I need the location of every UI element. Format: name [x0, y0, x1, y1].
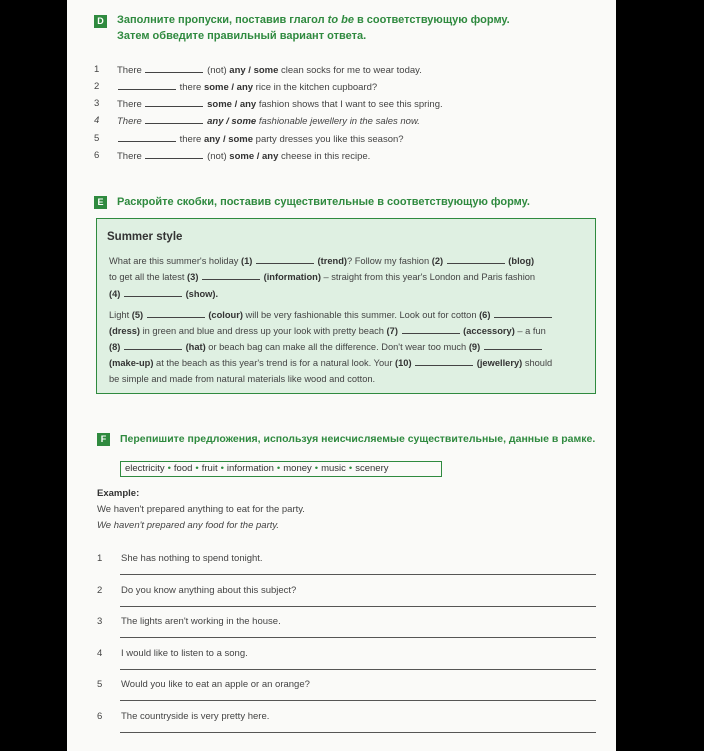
item-pre: There	[117, 151, 145, 162]
sentence-text: I would like to listen to a song.	[121, 647, 248, 659]
section-e-badge: E	[94, 196, 107, 209]
text-line: Light (5) (colour) will be very fashionable this summer. Look out for cotton (6)	[109, 309, 553, 320]
item-number: 5	[94, 133, 100, 144]
sentence-number: 3	[97, 616, 103, 627]
word-box	[120, 461, 442, 477]
blank-10[interactable]	[415, 357, 473, 366]
item-mid: (not)	[204, 151, 230, 162]
word-option: fruit	[201, 463, 218, 474]
word-option: scenery	[355, 463, 389, 474]
bullet-separator: •	[167, 463, 171, 474]
blank-2[interactable]	[447, 255, 505, 264]
text-line: (make-up) at the beach as this year's trend is for a natural look. Your (10) (jewellery) should	[109, 358, 553, 368]
text-line: What are this summer's holiday (1) (trend)? Follow my fashion (2) (blog)	[109, 256, 535, 266]
answer-blank[interactable]	[118, 133, 176, 142]
example-label: Example:	[97, 488, 140, 499]
word-option: food	[173, 463, 193, 474]
bullet-separator: •	[195, 463, 199, 474]
blank-4[interactable]	[124, 288, 182, 297]
exercise-d-item	[94, 64, 422, 76]
answer-line[interactable]	[120, 637, 596, 638]
section-d-badge: D	[94, 15, 107, 28]
answer-blank[interactable]	[145, 64, 203, 73]
sentence-text: The countryside is very pretty here.	[121, 710, 270, 722]
item-number: 3	[94, 98, 100, 109]
choice-options[interactable]: some / any	[203, 82, 254, 93]
blank-5[interactable]	[147, 309, 205, 318]
item-post: clean socks for me to wear today.	[278, 65, 422, 76]
answer-line[interactable]	[120, 700, 596, 701]
summer-style-title: Summer style	[107, 231, 183, 243]
exercise-d-item	[94, 115, 420, 127]
bullet-separator: •	[220, 463, 224, 474]
exercise-d-item	[94, 98, 443, 110]
answer-blank[interactable]	[145, 98, 203, 107]
summer-style-box	[96, 218, 596, 394]
text-line: (dress) in green and blue and dress up your look with pretty beach (7) (accessory) – a fun	[109, 326, 546, 336]
example-answer: We haven't prepared any food for the party.	[97, 520, 280, 531]
example-question: We haven't prepared anything to eat for the party.	[97, 504, 305, 515]
exercise-d-item	[94, 133, 404, 145]
item-post: rice in the kitchen cupboard?	[253, 82, 378, 93]
item-pre: There	[117, 99, 145, 110]
section-d-heading-line2: Затем обведите правильный вариант ответа.	[117, 30, 367, 42]
bullet-separator: •	[348, 463, 353, 474]
exercise-d-item	[94, 81, 377, 93]
section-f-heading: Перепишите предложения, используя неисчисляемые существительные, данные в рамке.	[120, 433, 596, 445]
choice-options[interactable]: some / any	[207, 99, 257, 110]
blank-1[interactable]	[256, 255, 314, 264]
sentence-number: 1	[97, 553, 103, 564]
choice-options[interactable]: some / any	[229, 151, 279, 162]
blank-9[interactable]	[484, 341, 542, 350]
item-number: 4	[94, 115, 100, 126]
word-option: information	[226, 463, 274, 474]
answer-line[interactable]	[120, 669, 596, 670]
answer-line[interactable]	[120, 606, 596, 607]
answer-line[interactable]	[120, 732, 596, 733]
item-post: party dresses you like this season?	[253, 134, 404, 145]
blank-6[interactable]	[494, 309, 552, 318]
answer-blank[interactable]	[145, 115, 203, 124]
answer-line[interactable]	[120, 574, 596, 575]
blank-3[interactable]	[202, 271, 260, 280]
choice-options[interactable]: any / some	[207, 116, 257, 127]
section-f-badge: F	[97, 433, 110, 446]
item-post: cheese in this recipe.	[278, 151, 371, 162]
item-mid: there	[177, 134, 204, 145]
answer-blank[interactable]	[118, 81, 176, 90]
blank-7[interactable]	[402, 325, 460, 334]
text-line: to get all the latest (3) (information) – straight from this year's London and Paris fashion	[109, 272, 536, 282]
sentence-text: Do you know anything about this subject?	[121, 584, 297, 596]
item-post: fashionable jewellery in the sales now.	[256, 116, 420, 127]
item-mid: there	[177, 82, 204, 93]
item-pre: There	[117, 65, 145, 76]
sentence-number: 6	[97, 710, 103, 722]
bullet-separator: •	[314, 463, 319, 474]
blank-8[interactable]	[124, 341, 182, 350]
word-option: money	[283, 463, 312, 474]
sentence-number: 2	[97, 584, 103, 596]
section-d-heading-line1: Заполните пропуски, поставив глагол to be в соответствующую форму.	[117, 14, 510, 26]
item-number: 6	[94, 150, 100, 161]
sentence-text: Would you like to eat an apple or an orange?	[121, 679, 310, 690]
item-number: 2	[94, 81, 100, 92]
word-option: music	[321, 463, 346, 474]
item-pre: There	[117, 116, 145, 127]
exercise-d-item	[94, 150, 370, 162]
item-number: 1	[94, 64, 100, 75]
text-line: (8) (hat) or beach bag can make all the difference. Don't wear too much (9)	[109, 341, 543, 352]
word-option: electricity	[125, 463, 165, 474]
answer-blank[interactable]	[145, 150, 203, 159]
sentence-text: She has nothing to spend tonight.	[121, 553, 263, 564]
text-line: be simple and made from natural materials like wood and cotton.	[109, 374, 376, 384]
sentence-number: 5	[97, 679, 103, 690]
choice-options[interactable]: any / some	[203, 134, 254, 145]
item-mid: (not)	[204, 65, 230, 76]
item-post: fashion shows that I want to see this spring.	[256, 99, 443, 110]
text-line: (4) (show).	[109, 289, 219, 299]
choice-options[interactable]: any / some	[229, 65, 279, 76]
bullet-separator: •	[276, 463, 281, 474]
sentence-number: 4	[97, 647, 103, 659]
section-e-heading: Раскройте скобки, поставив существительные в соответствующую форму.	[117, 196, 530, 208]
sentence-text: The lights aren't working in the house.	[121, 616, 281, 627]
